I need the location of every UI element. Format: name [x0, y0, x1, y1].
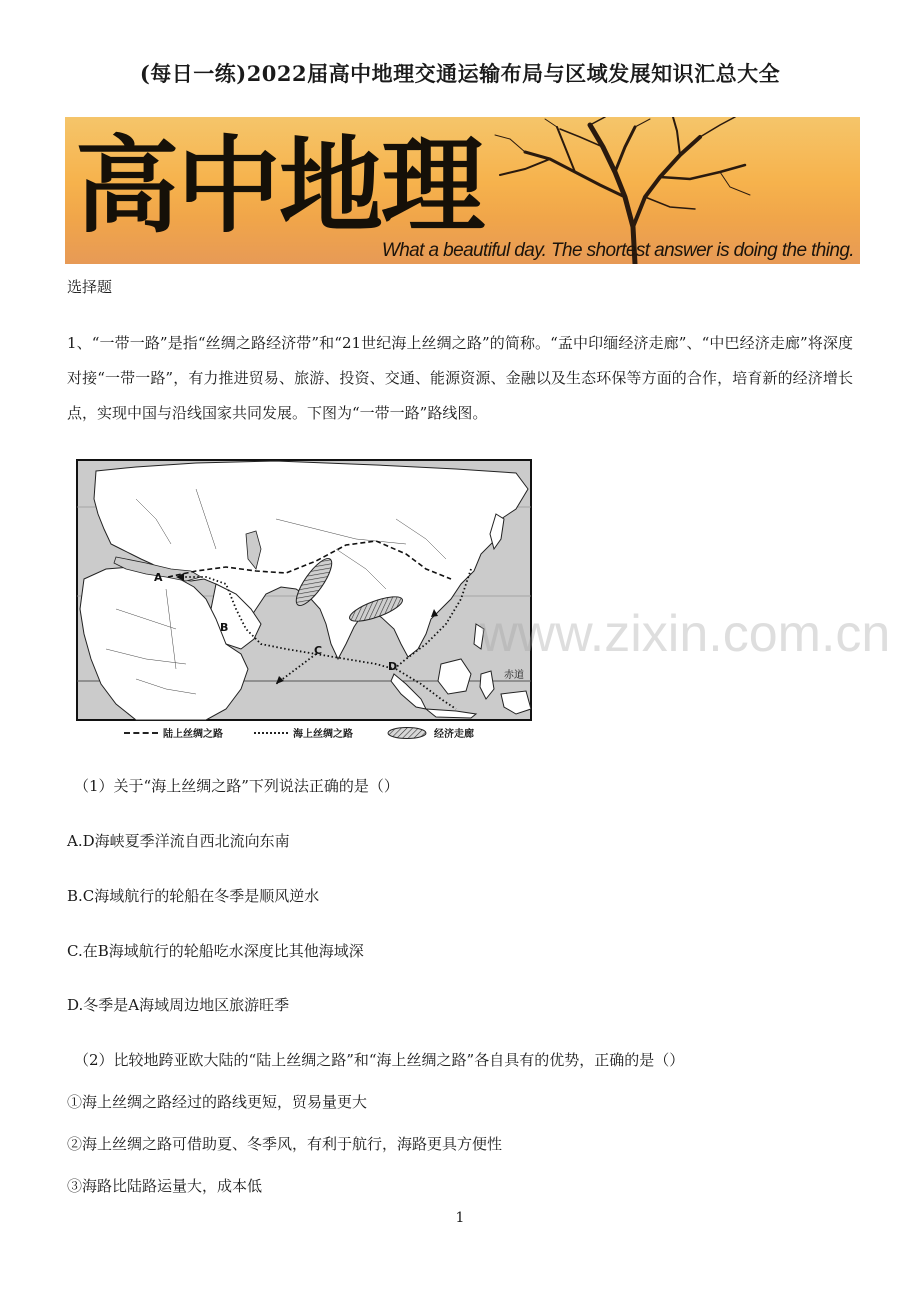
legend-land-route-label: 陆上丝绸之路	[163, 729, 223, 740]
sub-question-2-prompt: （2）比较地跨亚欧大陆的“陆上丝绸之路”和“海上丝绸之路”各自具有的优势，正确的是（）	[74, 1051, 685, 1069]
label-d: D	[388, 660, 398, 673]
option-a: A.D海峡夏季洋流自西北流向东南	[67, 832, 290, 850]
legend-corridor	[386, 725, 474, 740]
banner-tagline: What a beautiful day. The shortest answer is doing the thing.	[381, 240, 854, 261]
header-banner	[65, 117, 860, 264]
legend-corridor-label: 经济走廊	[434, 729, 474, 740]
document-title: (每日一练)2022届高中地理交通运输布局与区域发展知识汇总大全	[139, 61, 781, 86]
equator-label: 赤道	[504, 670, 524, 681]
legend-sea-route-label: 海上丝绸之路	[293, 729, 353, 740]
legend-sea-route	[254, 725, 353, 740]
label-c: C	[314, 644, 323, 657]
sub-question-1-prompt: （1）关于“海上丝绸之路”下列说法正确的是（）	[74, 777, 399, 795]
option-c: C.在B海域航行的轮船吃水深度比其他海域深	[67, 942, 364, 960]
legend-land-route	[124, 725, 223, 740]
hatched-ellipse-icon	[386, 726, 428, 740]
banner-title: 高中地理	[75, 124, 484, 247]
label-b: B	[220, 621, 229, 634]
statement-2: ②海上丝绸之路可借助夏、冬季风，有利于航行，海路更具方便性	[67, 1135, 503, 1153]
watermark: www.zixin.com.cn	[480, 605, 891, 663]
page-number: 1	[455, 1210, 465, 1226]
question-stem: 1、“一带一路”是指“丝绸之路经济带”和“21世纪海上丝绸之路”的简称。“孟中印缅经济走廊”、“中巴经济走廊”将深度对接“一带一路”，有力推进贸易、旅游、投资、交通、能源资源、金融以及生态环保等方面的合作，培育新的经济增长点，实现中国与沿线国家共同发展。下图为“一带一路”路线图。	[67, 334, 853, 422]
option-d: D.冬季是A海域周边地区旅游旺季	[67, 996, 290, 1014]
statement-1: ①海上丝绸之路经过的路线更短，贸易量更大	[67, 1093, 368, 1111]
map-legend	[124, 725, 544, 743]
section-label: 选择题	[67, 278, 113, 296]
dashed-line-swatch	[124, 732, 158, 734]
dotted-line-swatch	[254, 732, 288, 734]
belt-and-road-map	[76, 459, 532, 721]
option-b: B.C海域航行的轮船在冬季是顺风逆水	[67, 887, 320, 905]
statement-3: ③海路比陆路运量大，成本低	[67, 1177, 263, 1195]
label-a: A	[154, 571, 163, 584]
